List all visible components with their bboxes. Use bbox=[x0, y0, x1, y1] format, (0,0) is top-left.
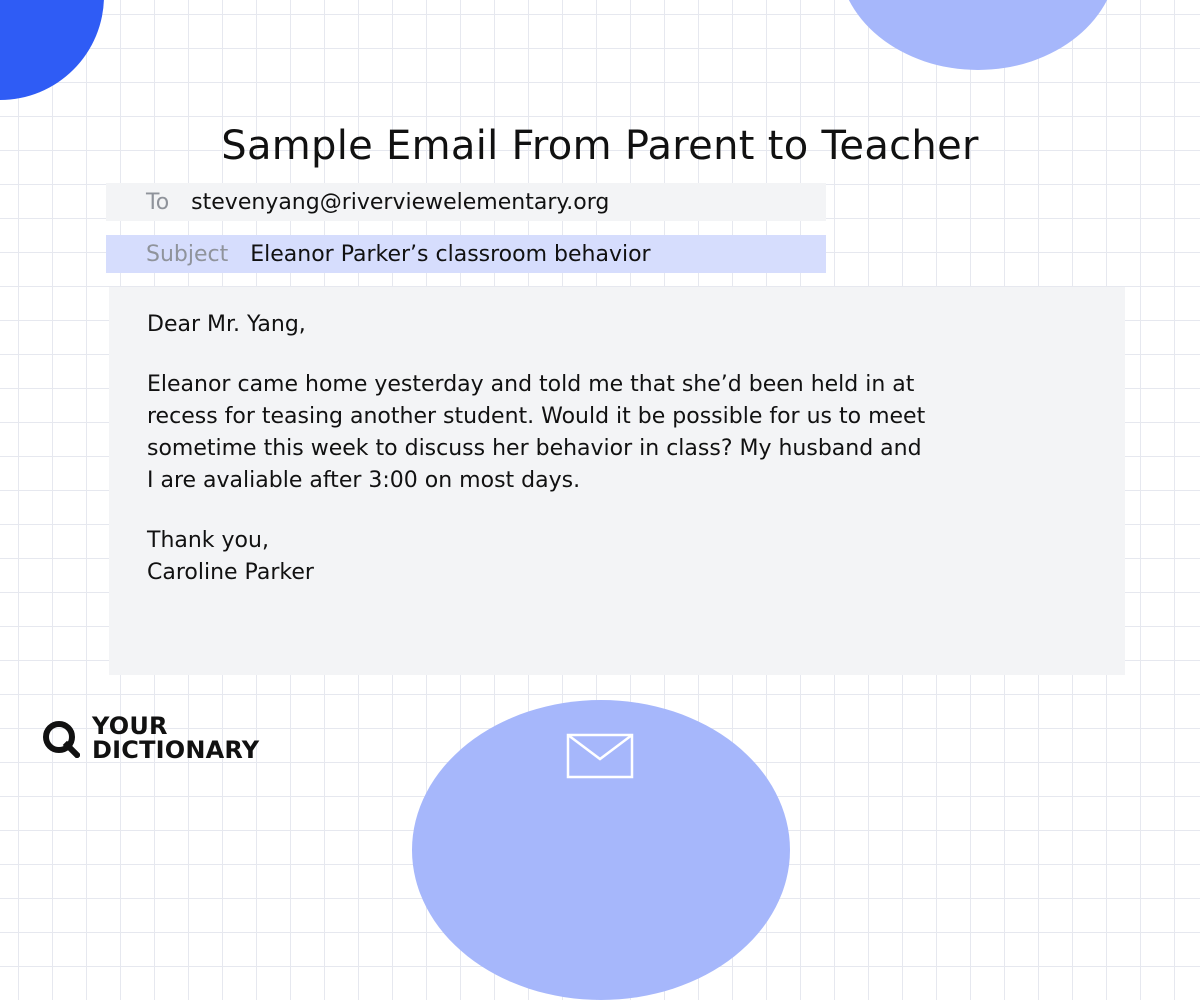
decor-circle-top-right bbox=[838, 0, 1118, 70]
page-title: Sample Email From Parent to Teacher bbox=[221, 122, 979, 169]
subject-value: Eleanor Parker’s classroom behavior bbox=[250, 241, 651, 267]
envelope-icon bbox=[566, 733, 634, 779]
to-field bbox=[106, 183, 826, 221]
logo-wordmark bbox=[92, 714, 259, 762]
email-greeting: Dear Mr. Yang, bbox=[147, 312, 306, 337]
email-closing bbox=[147, 525, 1047, 589]
email-paragraph bbox=[147, 369, 1047, 497]
subject-label: Subject bbox=[146, 241, 229, 267]
email-body-line: sometime this week to discuss her behavior in class? My husband and bbox=[147, 436, 922, 461]
email-body-text bbox=[147, 309, 1047, 589]
email-signature: Caroline Parker bbox=[147, 560, 314, 585]
email-body bbox=[109, 287, 1125, 675]
logo-line-2: DICTIONARY bbox=[92, 736, 260, 764]
decor-circle-top-left bbox=[0, 0, 104, 100]
q-logo-icon bbox=[40, 718, 80, 758]
email-body-line: recess for teasing another student. Would it be possible for us to meet bbox=[147, 404, 926, 429]
email-body-line: Eleanor came home yesterday and told me that she’d been held in at bbox=[147, 372, 915, 397]
logo-line-1: YOUR bbox=[92, 712, 168, 740]
email-body-line: I are avaliable after 3:00 on most days. bbox=[147, 468, 581, 493]
email-closing-line: Thank you, bbox=[147, 528, 269, 553]
to-value: stevenyang@riverviewelementary.org bbox=[191, 189, 610, 215]
to-label: To bbox=[146, 189, 170, 215]
brand-logo bbox=[40, 714, 259, 762]
subject-field bbox=[106, 235, 826, 273]
